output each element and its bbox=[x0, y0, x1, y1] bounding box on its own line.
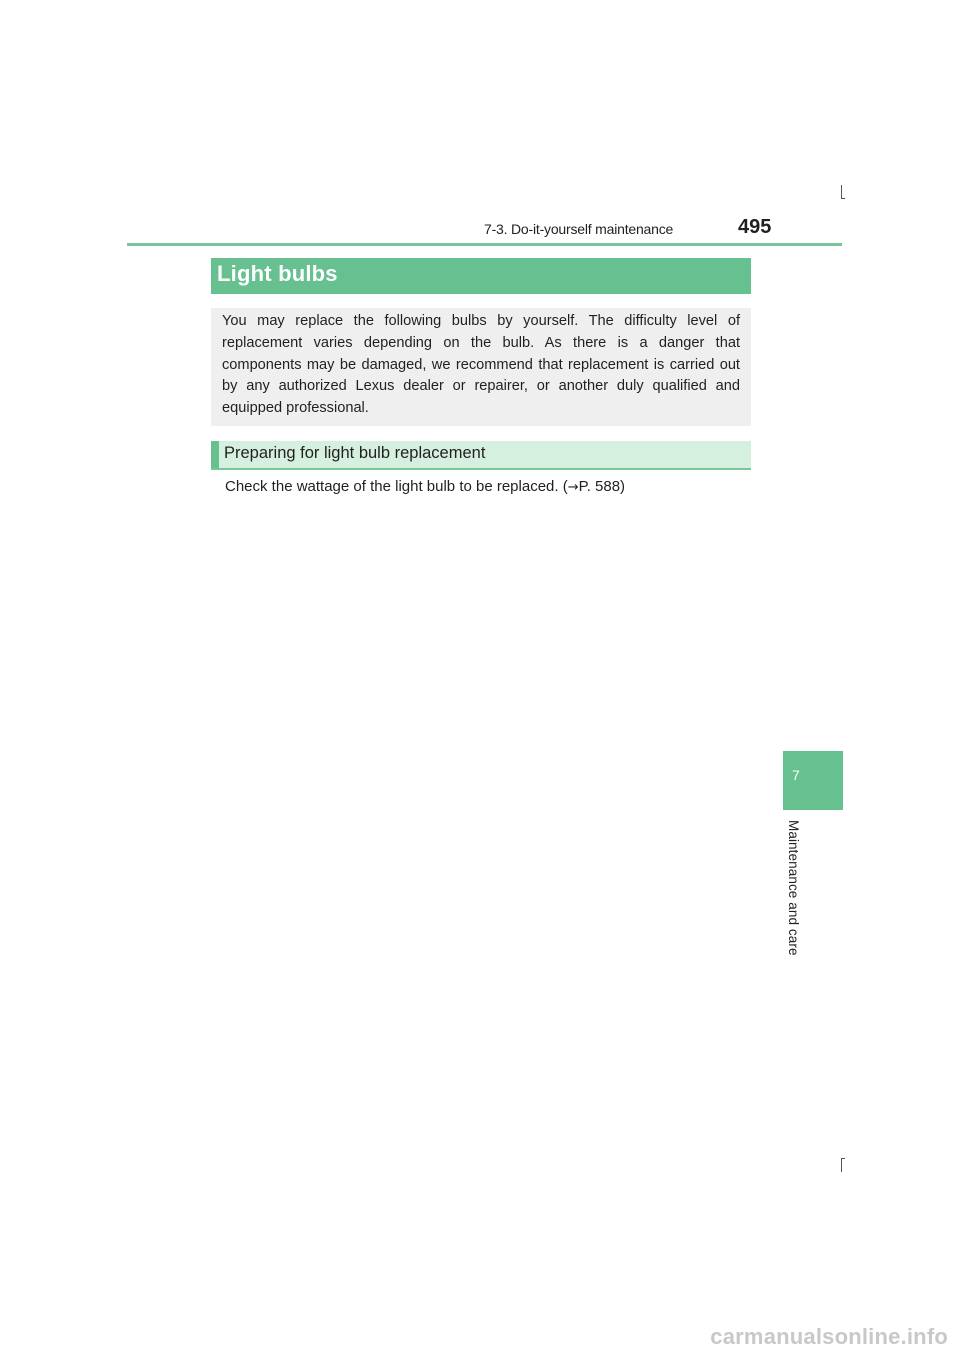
page-number: 495 bbox=[738, 216, 772, 238]
watermark: carmanualsonline.info bbox=[710, 1324, 948, 1349]
page-reference-link[interactable]: P. 588) bbox=[578, 478, 626, 495]
section-title: Light bulbs bbox=[217, 261, 338, 286]
header-rule bbox=[127, 243, 842, 246]
chapter-label: Maintenance and care bbox=[786, 820, 801, 956]
body-paragraph bbox=[225, 478, 625, 495]
section-title-bar bbox=[211, 258, 751, 294]
chapter-number: 7 bbox=[792, 767, 800, 783]
crop-mark-bottom-foot bbox=[841, 1158, 845, 1159]
arrow-right-icon: → bbox=[567, 480, 579, 495]
subheading-bar bbox=[211, 441, 751, 470]
intro-box bbox=[211, 308, 751, 426]
intro-text: You may replace the following bulbs by yourself. The difficulty level of replacement varies depending on the bulb. As there is a danger that components may be damaged, we recommend that replacement is carried out by any authorized Lexus dealer or repairer, or another duly qualified and equipped professional. bbox=[222, 313, 740, 417]
chapter-tab bbox=[783, 751, 843, 810]
crop-mark-bottom bbox=[841, 1158, 842, 1172]
header-section-title: 7-3. Do-it-yourself maintenance bbox=[484, 221, 674, 237]
crop-mark-top bbox=[841, 185, 842, 199]
subheading-title: Preparing for light bulb replacement bbox=[224, 444, 486, 462]
subheading-accent bbox=[211, 441, 219, 468]
crop-mark-top-foot bbox=[841, 198, 845, 199]
body-text: Check the wattage of the light bulb to be replaced. ( bbox=[225, 478, 568, 495]
